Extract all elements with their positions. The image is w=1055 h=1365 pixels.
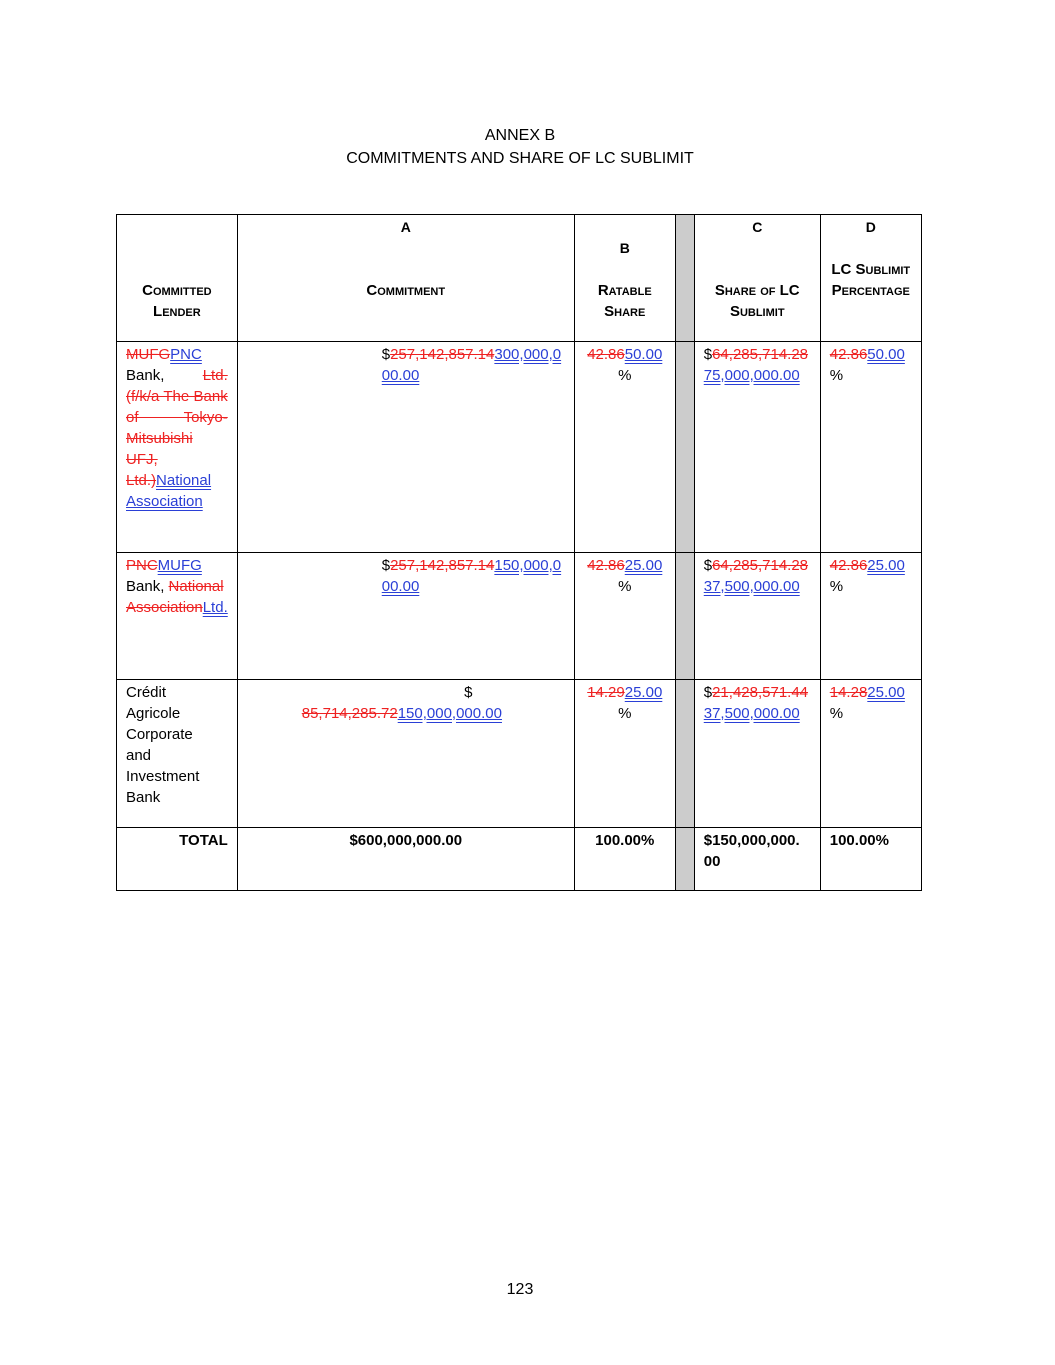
commitments-table [116, 214, 922, 891]
ratable-share-cell: 42.8650.00 % [574, 342, 675, 553]
commitment-cell: $ 85,714,285.72150,000,000.00 [237, 680, 574, 828]
table-row [117, 553, 922, 680]
commitment-cell: $257,142,857.14300,000,000.00 [237, 342, 574, 553]
header-committed-lender: Committed Lender [117, 215, 238, 342]
header-share-of-lc-sublimit: C Share of LC Sublimit [694, 215, 820, 342]
total-lc-share: $150,000,000. 00 [694, 828, 820, 891]
annex-subtitle: COMMITMENTS AND SHARE OF LC SUBLIMIT [346, 150, 694, 167]
total-row [117, 828, 922, 891]
table-row [117, 342, 922, 553]
table-row [117, 680, 922, 828]
lc-share-cell: $64,285,714.28 75,000,000.00 [694, 342, 820, 553]
shaded-spacer-column [675, 828, 694, 891]
column-letter-a: A [400, 219, 411, 235]
page-number: 123 [506, 1281, 534, 1298]
lc-share-cell: $64,285,714.28 37,500,000.00 [694, 553, 820, 680]
total-commitment: $600,000,000.00 [237, 828, 574, 891]
header-ratable-share: B Ratable Share [574, 215, 675, 342]
lender-cell: PNCMUFG Bank, National AssociationLtd. [117, 553, 238, 680]
shaded-spacer-column [675, 553, 694, 680]
lender-cell: MUFGPNC Bank, Ltd. (f/k/a The Bank of Tokyo-Mitsubishi UFJ, Ltd.)National Association [117, 342, 238, 553]
column-letter-c: C [752, 219, 763, 235]
ratable-share-cell: 14.2925.00 % [574, 680, 675, 828]
commitment-cell: $257,142,857.14150,000,000.00 [237, 553, 574, 680]
header-row [117, 215, 922, 342]
shaded-spacer-column [675, 215, 694, 342]
header-lc-sublimit-percentage: D LC Sublimit Percentage [820, 215, 921, 342]
lc-percentage-cell: 42.8625.00 % [820, 553, 921, 680]
total-lc-percentage: 100.00% [820, 828, 921, 891]
shaded-spacer-column [675, 680, 694, 828]
lc-share-cell: $21,428,571.44 37,500,000.00 [694, 680, 820, 828]
column-letter-d: D [865, 219, 876, 235]
annex-title: ANNEX B [484, 127, 556, 144]
total-ratable-share: 100.00% [574, 828, 675, 891]
lc-percentage-cell: 42.8650.00 % [820, 342, 921, 553]
header-commitment: A Commitment [237, 215, 574, 342]
total-label: TOTAL [117, 828, 238, 891]
shaded-spacer-column [675, 342, 694, 553]
lc-percentage-cell: 14.2825.00 % [820, 680, 921, 828]
ratable-share-cell: 42.8625.00 % [574, 553, 675, 680]
lender-cell: Crédit Agricole Corporate and Investment Bank [117, 680, 238, 828]
column-letter-b: B [619, 240, 630, 256]
